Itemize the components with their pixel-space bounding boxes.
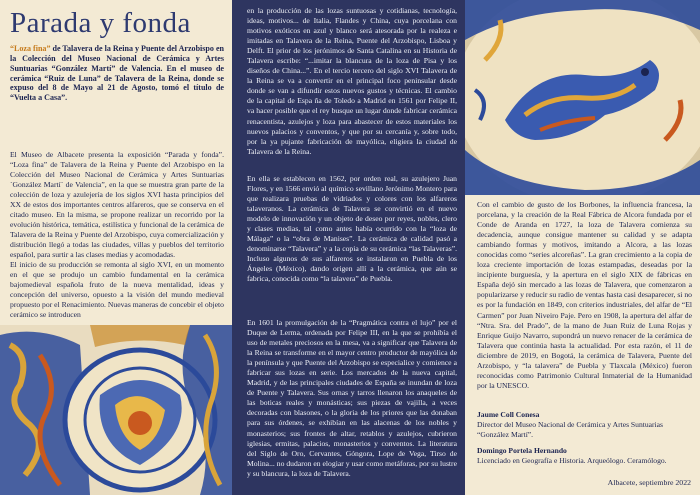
plate-ceramic-image: [465, 0, 700, 195]
body-paragraph-1: El Museo de Albacete presenta la exposición “Parada y fonda”. “Loza fina” de Talavera de la Reina y Puente del Arzobispo en la Colección del Museo Nacional de Cerámica y Artes Suntuarias ´González Martí´ de Valencia”, en la que se muestra gran parte de la colección de loza y azulejería de los siglos XVI hasta principios del XX de estos dos importantes centros alfareros, que se conserva en el citado museo. En la misma, se propone realizar un recorrido por la evolución histórica, temática, estilística y funcional de la cerámica de Talavera de la Reina y Puente del Arzobispo, cuya comercialización y distribución llegó a todas las ciudades, villas y pueblos del territorio español, para surtir a las clases medias y acomodadas.: [10, 150, 224, 259]
middle-paragraph-1: en la producción de las lozas suntuosas y cotidianas, tecnología, ideas, motivos... de Italia, Flandes y China, cuya porcelana con motivos exóticos en azul y blanco será atesorada por la realeza e imitadas en Talavera de la Reina, Puente del Arzobispo, Lisboa y Delft. El prior de los jerónimos de Santa Catalina en su Historia de Talavera escribe: “...imitar la blancura de la loza de Pisa y los diseños de China...”. En el tercio tercero del siglo XVI Talavera de la Reina se va a convertir en el principal foco peninsular desde donde se van a difundir estos nuevos gustos y técnicas. El cambio de la capital de Espa ña de Toledo a Madrid en 1561 por Felipe II, va hacer posible que el rey busque un lugar donde fabricar cerámica renacentista, azulejos y loza para abastecer de estos materiales los nuevos palacios y conventos, y que por su cercanía y, sobre todo, por la ya pujante fabricación de mayólica, eligiera la ciudad de Talavera de la Reina.: [247, 6, 457, 156]
intro-paragraph: [10, 44, 224, 103]
intro-highlight: “Loza fina”: [10, 44, 51, 53]
page-title: Parada y fonda: [10, 7, 191, 39]
middle-paragraph-3: En 1601 la promulgación de la “Pragmática contra el lujo” por el Duque de Lerma, ordenada por Felipe III, en la que se prohibía el uso de metales preciosos en la mesa, va a significar que Talavera de la Reina se transforme en el mayor centro productor de mayólica de la península y que Puente del Arzobispo se especialice y comience a fabricar sus lozas en serie. Los mercados de la nueva capital, Madrid, y de las principales ciudades de España se inundan de loza de Puente y Talavera. Sus ornas y tarros llenaron los anaqueles de las boticas reales y monásticas; sus piezas de vajilla, a veces decoradas con blasones, o la gloria de los priores que las donaban para sus órdenes, se exhibían en las alacenas de los nobles y monasterios; sus frontes de altar, retablos y azulejos, cubrieron iglesias, ermitas, palacios, monasterios y conventos. La literatura del Siglo de Oro, Cervantes, Góngora, Lope de Vega, Tirso de Molina... no dudaron en elogiar y usar como metáforas, por su lustre y su blancura, la loza de Talavera.: [247, 318, 457, 478]
body-paragraph-2: El inicio de su producción se remonta al siglo XVI, en un momento en el que se produjo un cambio fundamental en la cerámica bajomedieval española fruto de la nueva mentalidad, ideas y concepción del universo, opuesto a la visión del mundo medieval propuesto por el Renacimiento. Nuevas maneras de concebir el objeto cerámico se introducen: [10, 260, 224, 319]
right-panel: [465, 0, 700, 495]
middle-panel: [232, 0, 465, 495]
signature-2-name: Domingo Portela Hernando: [477, 446, 567, 455]
middle-paragraph-2: En ella se establecen en 1562, por orden real, su azulejero Juan Flores, y en 1566 envió al químico sevillano Jerónimo Montero para que realizara pruebas de vidriados y colores con los alfareros talaveranos. La cerámica de Talavera se convirtió en el nuevo modelo de innovación y un objeto de deseo por reyes, nobles, clero y clases medias, tal como antes había ocurrido con la “loza de Málaga” o la “obra de Manises”. La cerámica de calidad pasó a denominarse “Talavera” y a la copia de su cerámica “las Talaveras”. Incluso algunos de sus alfareros se instalaron en Puebla de los Ángeles (México), dando origen allí a la cerámica, que aún se fabrica, conocida como “la talavera” de Puebla.: [247, 174, 457, 284]
date-line: Albacete, septiembre 2022: [607, 478, 691, 487]
right-body-paragraph: Con el cambio de gusto de los Borbones, la influencia francesa, la porcelana, y la creación de la Real Fábrica de Alcora fundada por el Conde de Aranda en 1727, la loza de Talavera comienza su decadencia, aunque consigue mantener su calidad y se adapta cambiando formas y motivos, imitando a Alcora, a las lozas conocidas como “series alcoreñas”. La gran crecimiento a la copia de loza creciente importación de lozas estampadas, deseadas por la incipiente burguesía, y la apertura en el siglo XIX de fábricas en España dejó sin mercado a las lozas de Talavera, que comenzaron a popularizarse y reducir su radio de ventas hasta casi desaparecer, si no es por la fundación en 1849, con criterios industriales, del alfar de “El Carmen” por Juan Niveiro Paje. Pero en 1908, la apertura del alfar de “Ntra. Sra. del Prado”, de la mano de Juan Ruiz de Luna Rojas y Enrique Guijo Navarro, supondrá un nuevo renacer de la cerámica de Talavera que continúa hasta la actualidad. Por esta razón, el 11 de diciembre de 2019, en Bogotá, la cerámica de Talavera, Puente del Arzobispo, y “la talavera” de Puebla y Tlaxcala (México) fueron reconocidas como Patrimonio Cultural Inmaterial de la Humanidad por la UNESCO.: [477, 200, 692, 390]
signature-2: [477, 446, 692, 466]
intro-text: de Talavera de la Reina y Puente del Arzobispo en la Colección del Museo Nacional de Cerámica y Artes Suntuarias “González Martí” de Valencia. En el museo de cerámica “Ruiz de Luna” de Talavera de la Reina, donde se expuso del 8 de Mayo al 21 de Agosto, tomó el título de “Vuelta a Casa”.: [10, 44, 224, 103]
tile-ceramic-image: [0, 325, 232, 495]
signature-1: [477, 410, 692, 440]
signature-2-role: Licenciado en Geografía e Historia. Arqueólogo. Ceramólogo.: [477, 455, 667, 465]
signature-1-name: Jaume Coll Conesa: [477, 410, 540, 419]
signature-1-role: Director del Museo Nacional de Cerámica y Artes Suntuarias “González Martí”.: [477, 419, 663, 439]
left-panel: [0, 0, 232, 495]
